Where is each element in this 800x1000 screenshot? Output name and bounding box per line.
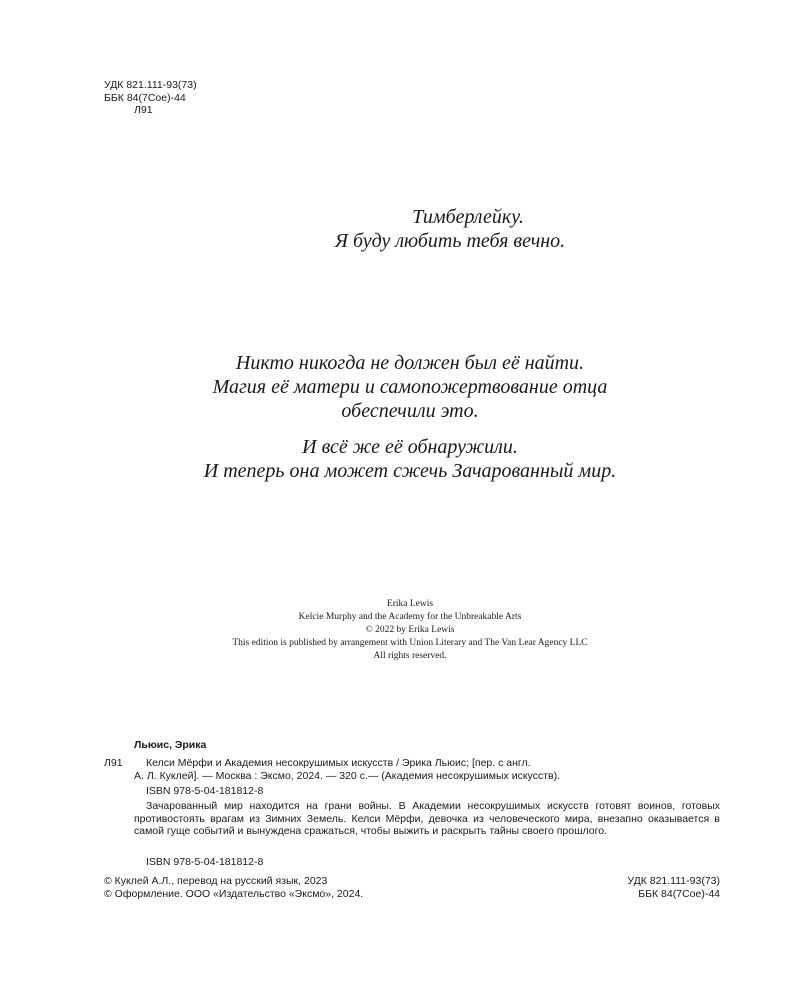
classification-block <box>104 79 197 117</box>
udk-code: УДК 821.111-93(73) <box>104 79 197 91</box>
original-copyright: © 2022 by Erika Lewis <box>365 625 455 635</box>
catalog-annotation: Зачарованный мир находится на грани войны. В Академии несокрушимых искусств готовят воинов, готовых противостоять врагам из Зимних Земель. Келси Мёрфи, девочка из человеческого мира, внезапно оказывается в самой гуще событий и вынуждена сражаться, чтобы выжить и раскрыть тайны своего прошлого. <box>134 800 720 837</box>
dedication-line-2: Я буду любить тебя вечно. <box>334 230 566 252</box>
epigraph-line: И теперь она может сжечь Зачарованный мир. <box>203 460 617 482</box>
catalog-entry <box>134 757 724 782</box>
catalog-author-heading: Льюис, Эрика <box>134 739 207 751</box>
dedication-line-1: Тимберлейку. <box>412 206 524 228</box>
epigraph-line: Магия её матери и самопожертвование отца <box>212 376 608 398</box>
bbk-code: ББК 84(7Сое)-44 <box>104 91 186 104</box>
footer-left <box>104 875 363 900</box>
catalog-entry-line-1: Келси Мёрфи и Академия несокрушимых искусств / Эрика Льюис; [пер. с англ. <box>146 757 531 769</box>
catalog-mark: Л91 <box>104 757 123 769</box>
epigraph-paragraph-2 <box>150 435 670 483</box>
edition-arrangement: This edition is published by arrangement with Union Literary and The Van Lear Agency LLC <box>232 638 588 648</box>
original-edition-credits <box>150 598 670 663</box>
original-title: Kelcie Murphy and the Academy for the Unbreakable Arts <box>298 612 522 622</box>
epigraph-line: И всё же её обнаружили. <box>302 436 518 458</box>
epigraph-line: Никто никогда не должен был её найти. <box>235 352 585 374</box>
original-author: Erika Lewis <box>386 599 434 609</box>
isbn-primary: ISBN 978-5-04-181812-8 <box>146 785 264 797</box>
footer-right <box>627 875 720 900</box>
author-mark: Л91 <box>134 104 153 116</box>
catalog-entry-line-2: А. Л. Куклей]. — Москва : Эксмо, 2024. — 320 с.— (Академия несокрушимых искусств). <box>134 769 560 782</box>
isbn-secondary: ISBN 978-5-04-181812-8 <box>146 856 264 868</box>
epigraph-line: обеспечили это. <box>341 400 479 422</box>
dedication <box>200 205 700 253</box>
footer-bbk: ББК 84(7Сое)-44 <box>638 887 720 900</box>
epigraph <box>150 351 670 483</box>
footer-udk: УДК 821.111-93(73) <box>627 875 720 887</box>
rights-reserved: All rights reserved. <box>373 651 447 661</box>
epigraph-paragraph-1 <box>150 351 670 423</box>
copyright-translation: © Куклей А.Л., перевод на русский язык, 2023 <box>104 875 328 887</box>
copyright-design: © Оформление. ООО «Издательство «Эксмо», 2024. <box>104 887 364 900</box>
